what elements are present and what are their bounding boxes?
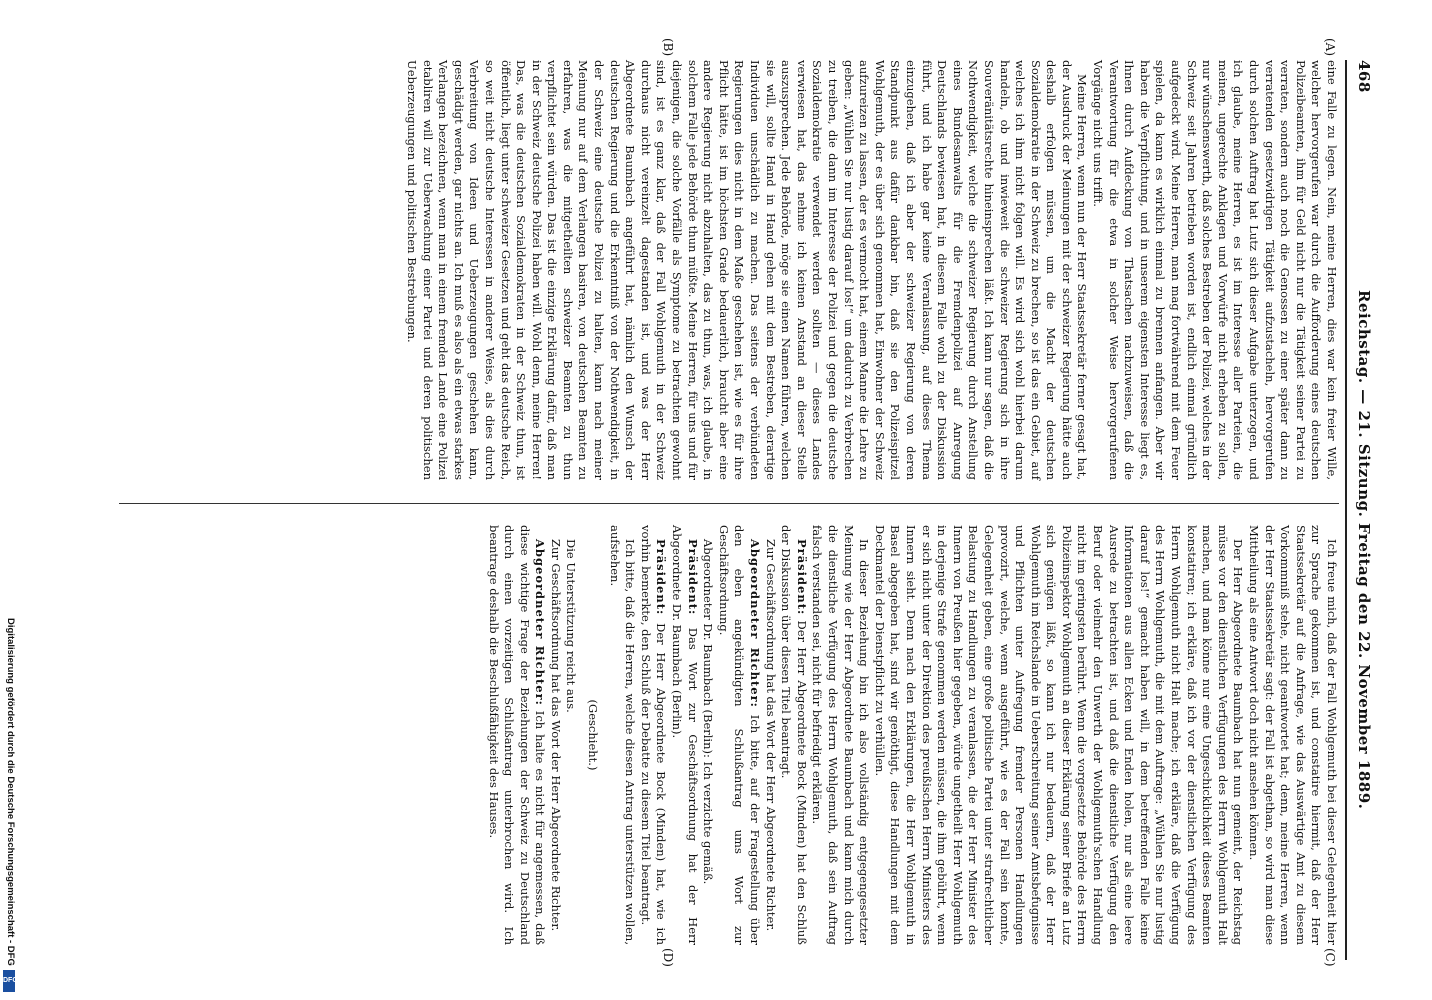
digitization-credit (2, 618, 18, 998)
margin-marker-b: (B) (661, 38, 675, 57)
credit-text: Digitalisierung gefördert durch die Deutsche Forschungsgemeinschaft - DFG (5, 618, 16, 966)
dfg-logo: DFG (3, 970, 15, 992)
margin-marker-d: (D) (661, 948, 675, 967)
left-column (403, 60, 1339, 480)
speech-text: Der Herr Abgeordnete Bock (Minden) hat, wie ich vorhin bemerkte, den Schluß der Debatte zu diesem Titel beantragt. (638, 525, 669, 945)
speech-text: Ich halte es nicht für angemessen, daß diese wichtige Frage der Beziehungen der Schweiz zu Deutschland durch einen vorzeitigen Schlußantrag unterbrochen wird. Ich beantrage deshalb die Beschlußfähigkeit des Hauses. (486, 525, 548, 945)
speaker-name: Präsident: (654, 539, 669, 616)
speaker-name: Präsident: (794, 539, 809, 616)
page-number: 468 (1355, 60, 1373, 93)
speech-text: Der Herr Abgeordnete Bock (Minden) hat den Schluß der Diskussion über diesen Titel beantragt. (779, 525, 809, 945)
right-paragraph: Zur Geschäftsordnung hat das Wort der Herr Abgeordnete Richter. (548, 539, 563, 932)
margin-marker-c: (C) (1323, 948, 1337, 967)
right-paragraph: Zur Geschäftsordnung hat das Wort der Herr Abgeordnete Richter. (763, 539, 778, 932)
right-paragraph: Abgeordneter Dr. Baumbach (Berlin): Ich verzichte gemäß. (701, 539, 716, 885)
speech-paragraph (778, 525, 809, 945)
left-paragraph: Meine Herren, wenn nun der Herr Staatssekretär ferner gesagt hat, der Ausdruck der Meinungen mit der schweizer Regierung hätte auch deshalb erfolgen müssen, um die Macht der deutschen Sozialdemokratie in der Schweiz zu brechen, so ist das ein Gebiet, auf welches ich ihm nicht folgen will. Es wird sich wohl hierbei darum handeln, ob und inwieweit die schweizer Regierung sich in ihre Souveränitätsrechte hineinsprechen läßt. Ich kann nur sagen, daß die Nothwendigkeit, welche die schweizer Regierung durch Anstellung eines Bundesanwalts für die Fremdenpolizei auf Anregung Deutschlands bewiesen hat, in diesem Falle wohl zu der Diskussion führt, und ich habe gar keine Veranlassung, auf dieses Thema einzugehen, daß ich aber der schweizer Regierung von deren Standpunkt aus dafür dankbar bin, daß sie den Polizeispitzel Wohlgemuth, der es über sich genommen hat, Einwohner der Schweiz aufzureizen zu lassen, der es vermocht hat, einem Manne die Lehre zu geben: „Wühlen Sie nur lustig darauf los!“ um dadurch zu Verbrechen zu treiben, die dann im Interesse der Polizei und gegen die deutsche Sozialdemokratie verwendet werden sollten — dieses Landes verwiesen hat, das nehme ich keinen Anstand an dieser Stelle auszusprechen. Jede Behörde, möge sie einen Namen führen, welchen sie will, sollte Hand in Hand gehen mit dem Bestreben, derartige Individuen unschädlich zu machen. Das seitens der verbündeten Regierungen dies nicht in dem Maße geschehen ist, wie es für ihre Pflicht hätte, ist im höchsten Grade bedauerlich, braucht aber eine andere Regierung nicht abzuhalten, das zu thun, was, ich glaube, in solchem Falle jede Behörde thun müßte. Meine Herren, für uns und für diejenigen, die solche Vorfälle als Symptome zu betrachten gewohnt sind, ist es ganz klar, daß der Fall Wohlgemuth in der Schweiz durchaus nicht vereinzelt dagestanden ist, und was der Herr Abgeordnete Baumbach angeführt hat, nämlich den Wunsch der deutschen Regierung und die Erkenntniß von der Nothwendigkeit, in der Schweiz eine deutsche Polizei zu halten, kann nach meiner Meinung nur auf dem Verlangen basiren, von deutschen Beamten zu erfahren, was die mitgetheilten schweizer Beamten zu thun verpflichtet sein würden. Das ist die einzige Erklärung dafür, daß man in der Schweiz deutsche Polizei haben will. Wohl denn, meine Herren! Das, was die deutschen Sozialdemokraten in der Schweiz thun, ist öffentlich, liegt unter schweizer Gesetzen und geht das deutsche Reich, so weit nicht deutsche Interessen in anderer Weise, als dies durch Verbreitung von Ideen und Ueberzeugungen geschehen kann, geschädigt werden, gar nichts an. Ich muß es also als ein etwas starkes Verlangen bezeichnen, wenn man in einem fremden Lande eine Polizei etabliren will zur Ueberwachung einer Partei und deren politischen Ueberzeugungen und politischen Bestrebungen. (404, 60, 1090, 480)
speech-text: Das Wort zur Geschäftsordnung hat der Herr Abgeordnete Dr. Baumbach (Berlin). (670, 525, 700, 945)
right-paragraph: Ich bitte, daß die Herren, welche diesen Antrag unterstützen wollen, aufstehen. (607, 525, 638, 945)
right-paragraph: Ich freue mich, daß der Fall Wohlgemuth bei dieser Gelegenheit hier zur Sprache gekommen ist, und constatire hiermit, daß der Herr Staatssekretär auf die Anfrage, wie das Auswärtige Amt zu diesem Vorkommniß stehe, nicht geantwortet hat; denn, meine Herren, wenn der Herr Staatssekretär sagt: der Fall ist abgethan, so wird man diese Mittheilung als eine Antwort doch nicht ansehen können. (1247, 525, 1339, 945)
column-divider (119, 503, 1339, 504)
speech-paragraph (715, 525, 762, 945)
header-title: Reichstag. — 21. Sitzung. Freitag den 22. November 1889. (1355, 290, 1373, 810)
margin-marker-a: (A) (1323, 38, 1337, 57)
header-rule (1345, 60, 1347, 960)
speech-paragraph (485, 525, 547, 945)
speaker-name: Präsident: (685, 539, 700, 616)
right-paragraph: Der Herr Abgeordnete Baumbach hat nun gemeint, der Reichstag müsse vor den dienstlichen Verfügungen des Herrn Wohlgemuth Halt machen, und man könne nur eine Ungeschicklichkeit dieses Beamten konstatiren; ich erkläre, daß ich vor der dienstlichen Verfügung des Herrn Wohlgemuth nicht Halt mache; ich erkläre, daß die Verfügung des Herrn Wohlgemuth, die mit dem Auftrage: „Wühlen Sie nur lustig darauf los!“ gemacht haben will, in dem betreffenden Falle keine Informationen aus allen Ecken und Enden holen, nur als eine leere Ausrede zu betrachten ist, und daß die dienstliche Verfügung den Beruf oder vielmehr den Unwerth der Wohlgemuth'schen Handlung nicht im geringsten berührt. Wenn die vorgesetzte Behörde des Herrn Polizeiinspektor Wohlgemuth an dieser Erklärung seiner Briefe an Lutz sich genügen läßt, so kann ich nur bedauern, daß der Herr Wohlgemuth im Reichslande in Ueberschreitung seiner Amtsbefugnisse und Pflichten unter Aufregung fremder Personen Handlungen provozirt, welche, wenn ausgeführt, wie es der Fall sein konnte, Gelegenheit geben, eine große politische Partei unter strafrechtlicher Belastung zu Handlungen zu veranlassen, die der Herr Minister des Innern von Preußen hier gegeben, würde ungetheilt Herr Wohlgemuth in derjenige Strafe genommen werden müssen, die ihm gebührt, wenn er sich nicht unter der Direktion des preußischen Herrn Ministers des Innern sieht. Denn nach den Erklärungen, die Herr Wohlgemuth in Basel abgegeben hat, sind wir genöthigt, diese Handlungen mit dem Deckmantel der Dienstpflicht zu verhüllen. (872, 525, 1246, 945)
speech-paragraph (668, 525, 699, 945)
speaker-name: Abgeordneter Richter: (533, 539, 548, 706)
running-header (1351, 60, 1375, 960)
right-paragraph: In dieser Beziehung bin ich also vollständig entgegengesetzter Meinung wie der Herr Abgeordnete Baumbach und kann mich durch die dienstliche Verfügung des Herrn Wohlgemuth, daß sein Auftrag falsch verstanden sei, nicht für befriedigt erklären. (810, 525, 872, 945)
speaker-name: Abgeordneter Richter: (748, 539, 763, 708)
left-paragraph: eine Falle zu legen. Nein, meine Herren, dies war kein freier Wille, welcher hervorgerufen war durch die Aufforderung eines deutschen Polizeibeamten, ihm für Geld nicht nur die Tätigkeit seiner Partei zu verraten, sondern auch noch die Genossen zu einer später dann zu verratenden gesetzwidrigen Tätigkeit aufzustacheln, hervorgerufen durch solchen Auftrag hat Lutz sich dieser Aufgabe unterzogen, und ich glaube, meine Herren, es ist im Interesse aller Parteien, die meinen, ungerechte Anklagen und Vorwürfe nicht erheben zu sollen, nur wünschenswerth, daß solches Bestreben der Polizei, welches in der Schweiz seit Jahren betrieben worden ist, endlich einmal gründlich aufgedeckt wird. Meine Herren, man mag fortwährend mit dem Feuer spielen, da kann es wirklich einmal zu brennen anfangen. Aber wir haben die Verpflichtung, und in unserem eigensten Interesse liegt es, Ihnen durch Aufdeckung von Thatsachen nachzuweisen, daß die Verantwortung für die etwa in solcher Weise hervorgerufenen Vorgänge nicht uns trifft. (1091, 60, 1339, 480)
right-paragraph: Die Unterstützung reicht aus. (564, 539, 579, 713)
right-column (485, 525, 1339, 945)
stage-direction: (Geschieht.) (586, 699, 601, 771)
rotated-page-content (95, 38, 1375, 967)
speech-text: Ich bitte, auf der Fragestellung über den eben angekündigten Schlußantrag ums Wort zur Geschäftsordnung. (716, 525, 763, 945)
speech-paragraph (637, 525, 668, 945)
